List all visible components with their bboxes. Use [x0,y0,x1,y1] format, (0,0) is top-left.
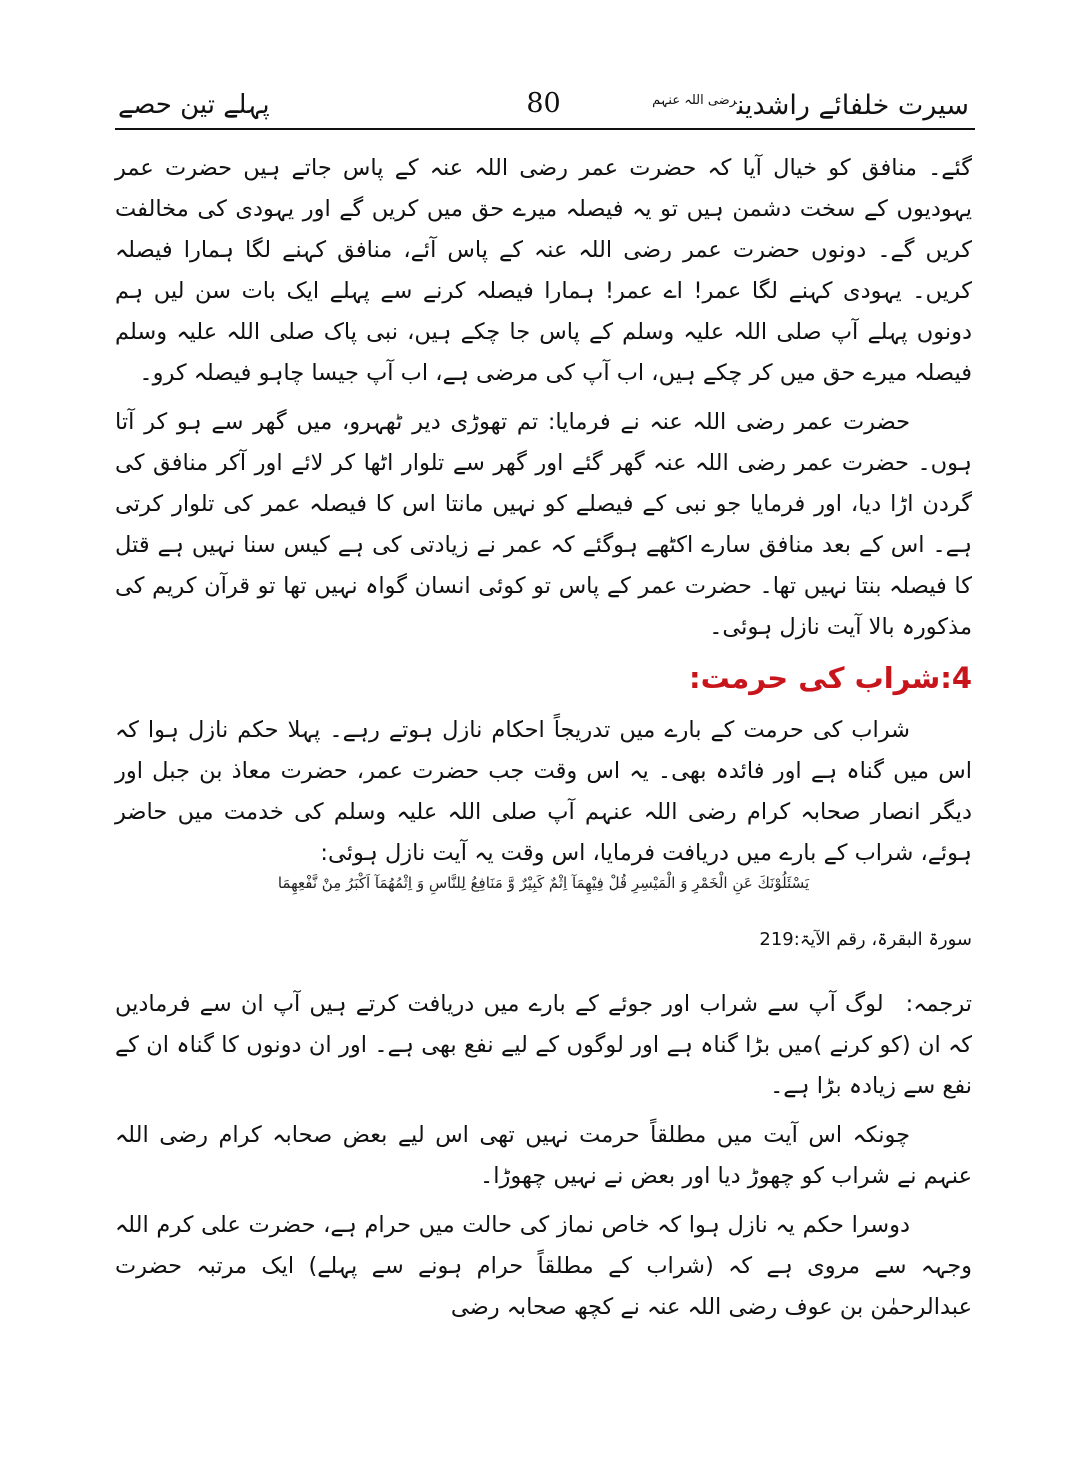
translation-text: لوگ آپ سے شراب اور جوئے کے بارے میں دریافت کرتے ہیں آپ ان سے فرمادیں کہ ان (کو کرنے )میں بڑا گناہ ہے اور لوگوں کے لیے نفع بھی ہے۔ اور ان دونوں کا گناہ ان کے نفع سے زیادہ بڑا ہے۔ [115,991,972,1099]
paragraph-3: شراب کی حرمت کے بارے میں تدریجاً احکام نازل ہوتے رہے۔ پہلا حکم نازل ہوا کہ اس میں گناہ ہے اور فائدہ بھی۔ یہ اس وقت جب حضرت عمر، حضرت معاذ بن جبل اور دیگر انصار صحابہ کرام رضی اللہ عنہم آپ صلی اللہ علیہ وسلم کی خدمت میں حاضر ہوئے، شراب کے بارے میں دریافت فرمایا، اس وقت یہ آیت نازل ہوئی: [115,717,972,866]
section-label: پہلے تین حصے [118,90,270,120]
honorific-mark: رضی اللہ عنہم [652,93,737,108]
header-divider [115,128,975,130]
page-body [115,148,972,1328]
paragraph-5: دوسرا حکم یہ نازل ہوا کہ خاص نماز کی حالت میں حرام ہے، حضرت علی کرم اللہ وجہہ سے مروی ہے کہ (شراب کے مطلقاً حرام ہونے سے پہلے) ایک مرتبہ حضرت عبدالرحمٰن بن عوف رضی اللہ عنہ نے کچھ صحابہ رضی [115,1212,972,1320]
paragraph-2: حضرت عمر رضی اللہ عنہ نے فرمایا: تم تھوڑی دیر ٹھہرو، میں گھر سے ہو کر آتا ہوں۔ حضرت عمر رضی اللہ عنہ گھر گئے اور گھر سے تلوار اٹھا کر لائے اور آکر منافق کی گردن اڑا دیا، اور فرمایا جو نبی کے فیصلے کو نہیں مانتا اس کا فیصلہ عمر کی تلوار کرتی ہے۔ اس کے بعد منافق سارے اکٹھے ہوگئے کہ عمر نے زیادتی کی ہے کیس سنا نہیں ہے قتل کا فیصلہ بنتا نہیں تھا۔ حضرت عمر کے پاس تو کوئی انسان گواہ نہیں تھا تو قرآن کریم کی مذکورہ بالا آیت نازل ہوئی۔ [115,409,972,640]
book-title-text: سیرت خلفائے راشدین [736,90,969,121]
page-number: 80 [526,88,561,119]
verse-reference: سورۃ البقرۃ، رقم الآیۃ:219 [759,929,972,950]
translation-paragraph [115,984,972,1107]
paragraph-4: چونکہ اس آیت میں مطلقاً حرمت نہیں تھی اس لیے بعض صحابہ کرام رضی اللہ عنہم نے شراب کو چھوڑ دیا اور بعض نے نہیں چھوڑا۔ [115,1122,972,1189]
paragraph-1: گئے۔ منافق کو خیال آیا کہ حضرت عمر رضی اللہ عنہ کے پاس جاتے ہیں حضرت عمر یہودیوں کے سخت دشمن ہیں تو یہ فیصلہ میرے حق میں کریں گے اور یہودی کی مخالفت کریں گے۔ دونوں حضرت عمر رضی اللہ عنہ کے پاس آئے، منافق کہنے لگا ہمارا فیصلہ کریں۔ یہودی کہنے لگا عمر! اے عمر! ہمارا فیصلہ کرنے سے پہلے ایک بات سن لیں ہم دونوں پہلے آپ صلی اللہ علیہ وسلم کے پاس جا چکے ہیں، نبی پاک صلی اللہ علیہ وسلم فیصلہ میرے حق میں کر چکے ہیں، اب آپ کی مرضی ہے، اب آپ جیسا چاہو فیصلہ کرو۔ [115,155,972,386]
arabic-verse: يَسْئَلُوْنَكَ عَنِ الْخَمْرِ وَ الْمَيْسِرِ قُلْ فِيْهِمَآ اِثْمٌ كَبِيْرٌ وَّ مَنَافِعُ لِلنَّاسِ وَ اِثْمُهُمَآ اَكْبَرُ مِنْ نَّفْعِهِمَا [277,874,810,892]
page-header [118,84,969,132]
translation-label: ترجمہ: [905,991,972,1017]
section-heading: 4:شراب کی حرمت: [688,661,972,695]
